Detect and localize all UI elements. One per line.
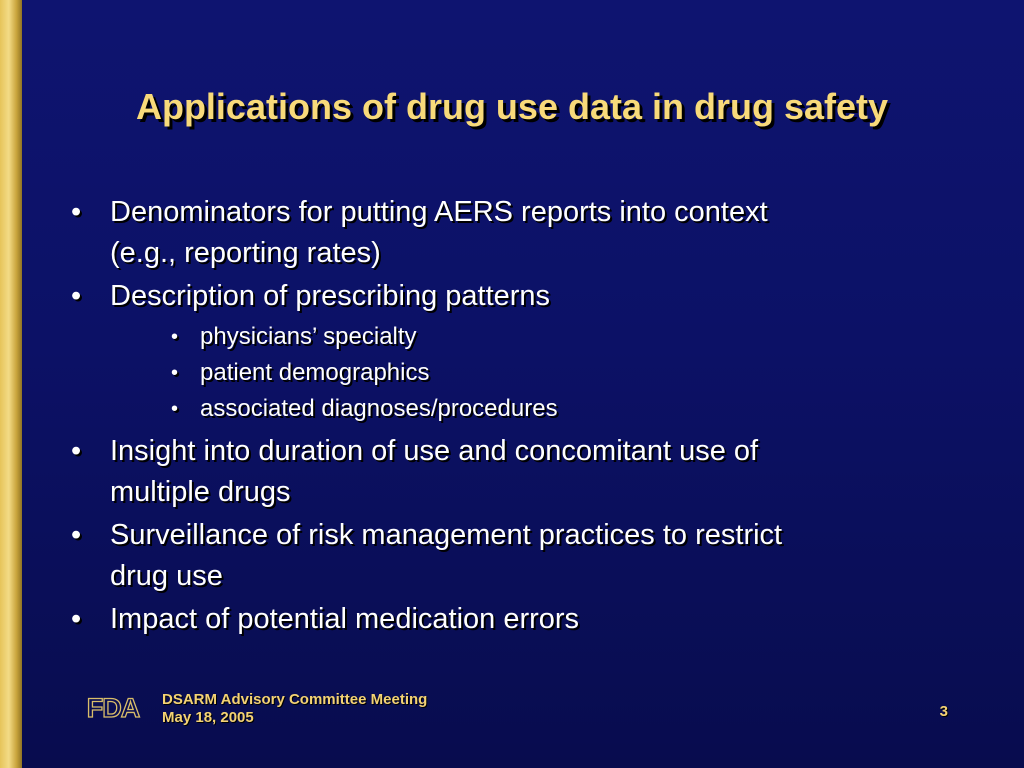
footer-meeting-date: May 18, 2005: [162, 709, 254, 726]
bullet-text: Description of prescribing patterns: [110, 280, 551, 312]
sub-bullet-item: [68, 391, 948, 427]
bullet-marker: •: [71, 603, 82, 635]
sub-bullet-marker: •: [171, 326, 179, 348]
bullet-text: (e.g., reporting rates): [110, 237, 381, 269]
bullet-text: Impact of potential medication errors: [110, 603, 580, 635]
bullet-item: [68, 515, 948, 597]
bullet-text: drug use: [110, 560, 223, 592]
sub-bullet-text: physicians’ specialty: [200, 323, 417, 350]
slide-title: Applications of drug use data in drug safety: [135, 86, 889, 127]
sub-bullet-marker: •: [171, 398, 179, 420]
bullet-text: multiple drugs: [110, 476, 291, 508]
bullet-marker: •: [71, 519, 82, 551]
fda-logo: [76, 692, 150, 722]
sub-bullet-item: [68, 319, 948, 355]
slide-number: 3: [939, 703, 948, 720]
bullet-text: Surveillance of risk management practices to restrict: [110, 519, 783, 551]
bullet-item: [68, 276, 948, 317]
fda-logo-text: FDA: [86, 693, 140, 722]
bullet-list: [68, 192, 948, 642]
sub-bullet-marker: •: [171, 362, 179, 384]
sub-bullet-list: [68, 319, 948, 427]
sub-bullet-text: associated diagnoses/procedures: [200, 395, 558, 422]
bullet-item: [68, 192, 948, 274]
bullet-marker: •: [71, 280, 82, 312]
bullet-marker: •: [71, 196, 82, 228]
sub-bullet-text: patient demographics: [200, 359, 430, 386]
sub-bullet-item: [68, 355, 948, 391]
bullet-text: Denominators for putting AERS reports into context: [110, 196, 768, 228]
footer-meeting-name: DSARM Advisory Committee Meeting: [162, 691, 428, 708]
bullet-item: [68, 431, 948, 513]
footer-meeting-info: [162, 691, 427, 727]
bullet-item: [68, 599, 948, 640]
bullet-text: Insight into duration of use and concomitant use of: [110, 435, 759, 467]
bullet-marker: •: [71, 435, 82, 467]
